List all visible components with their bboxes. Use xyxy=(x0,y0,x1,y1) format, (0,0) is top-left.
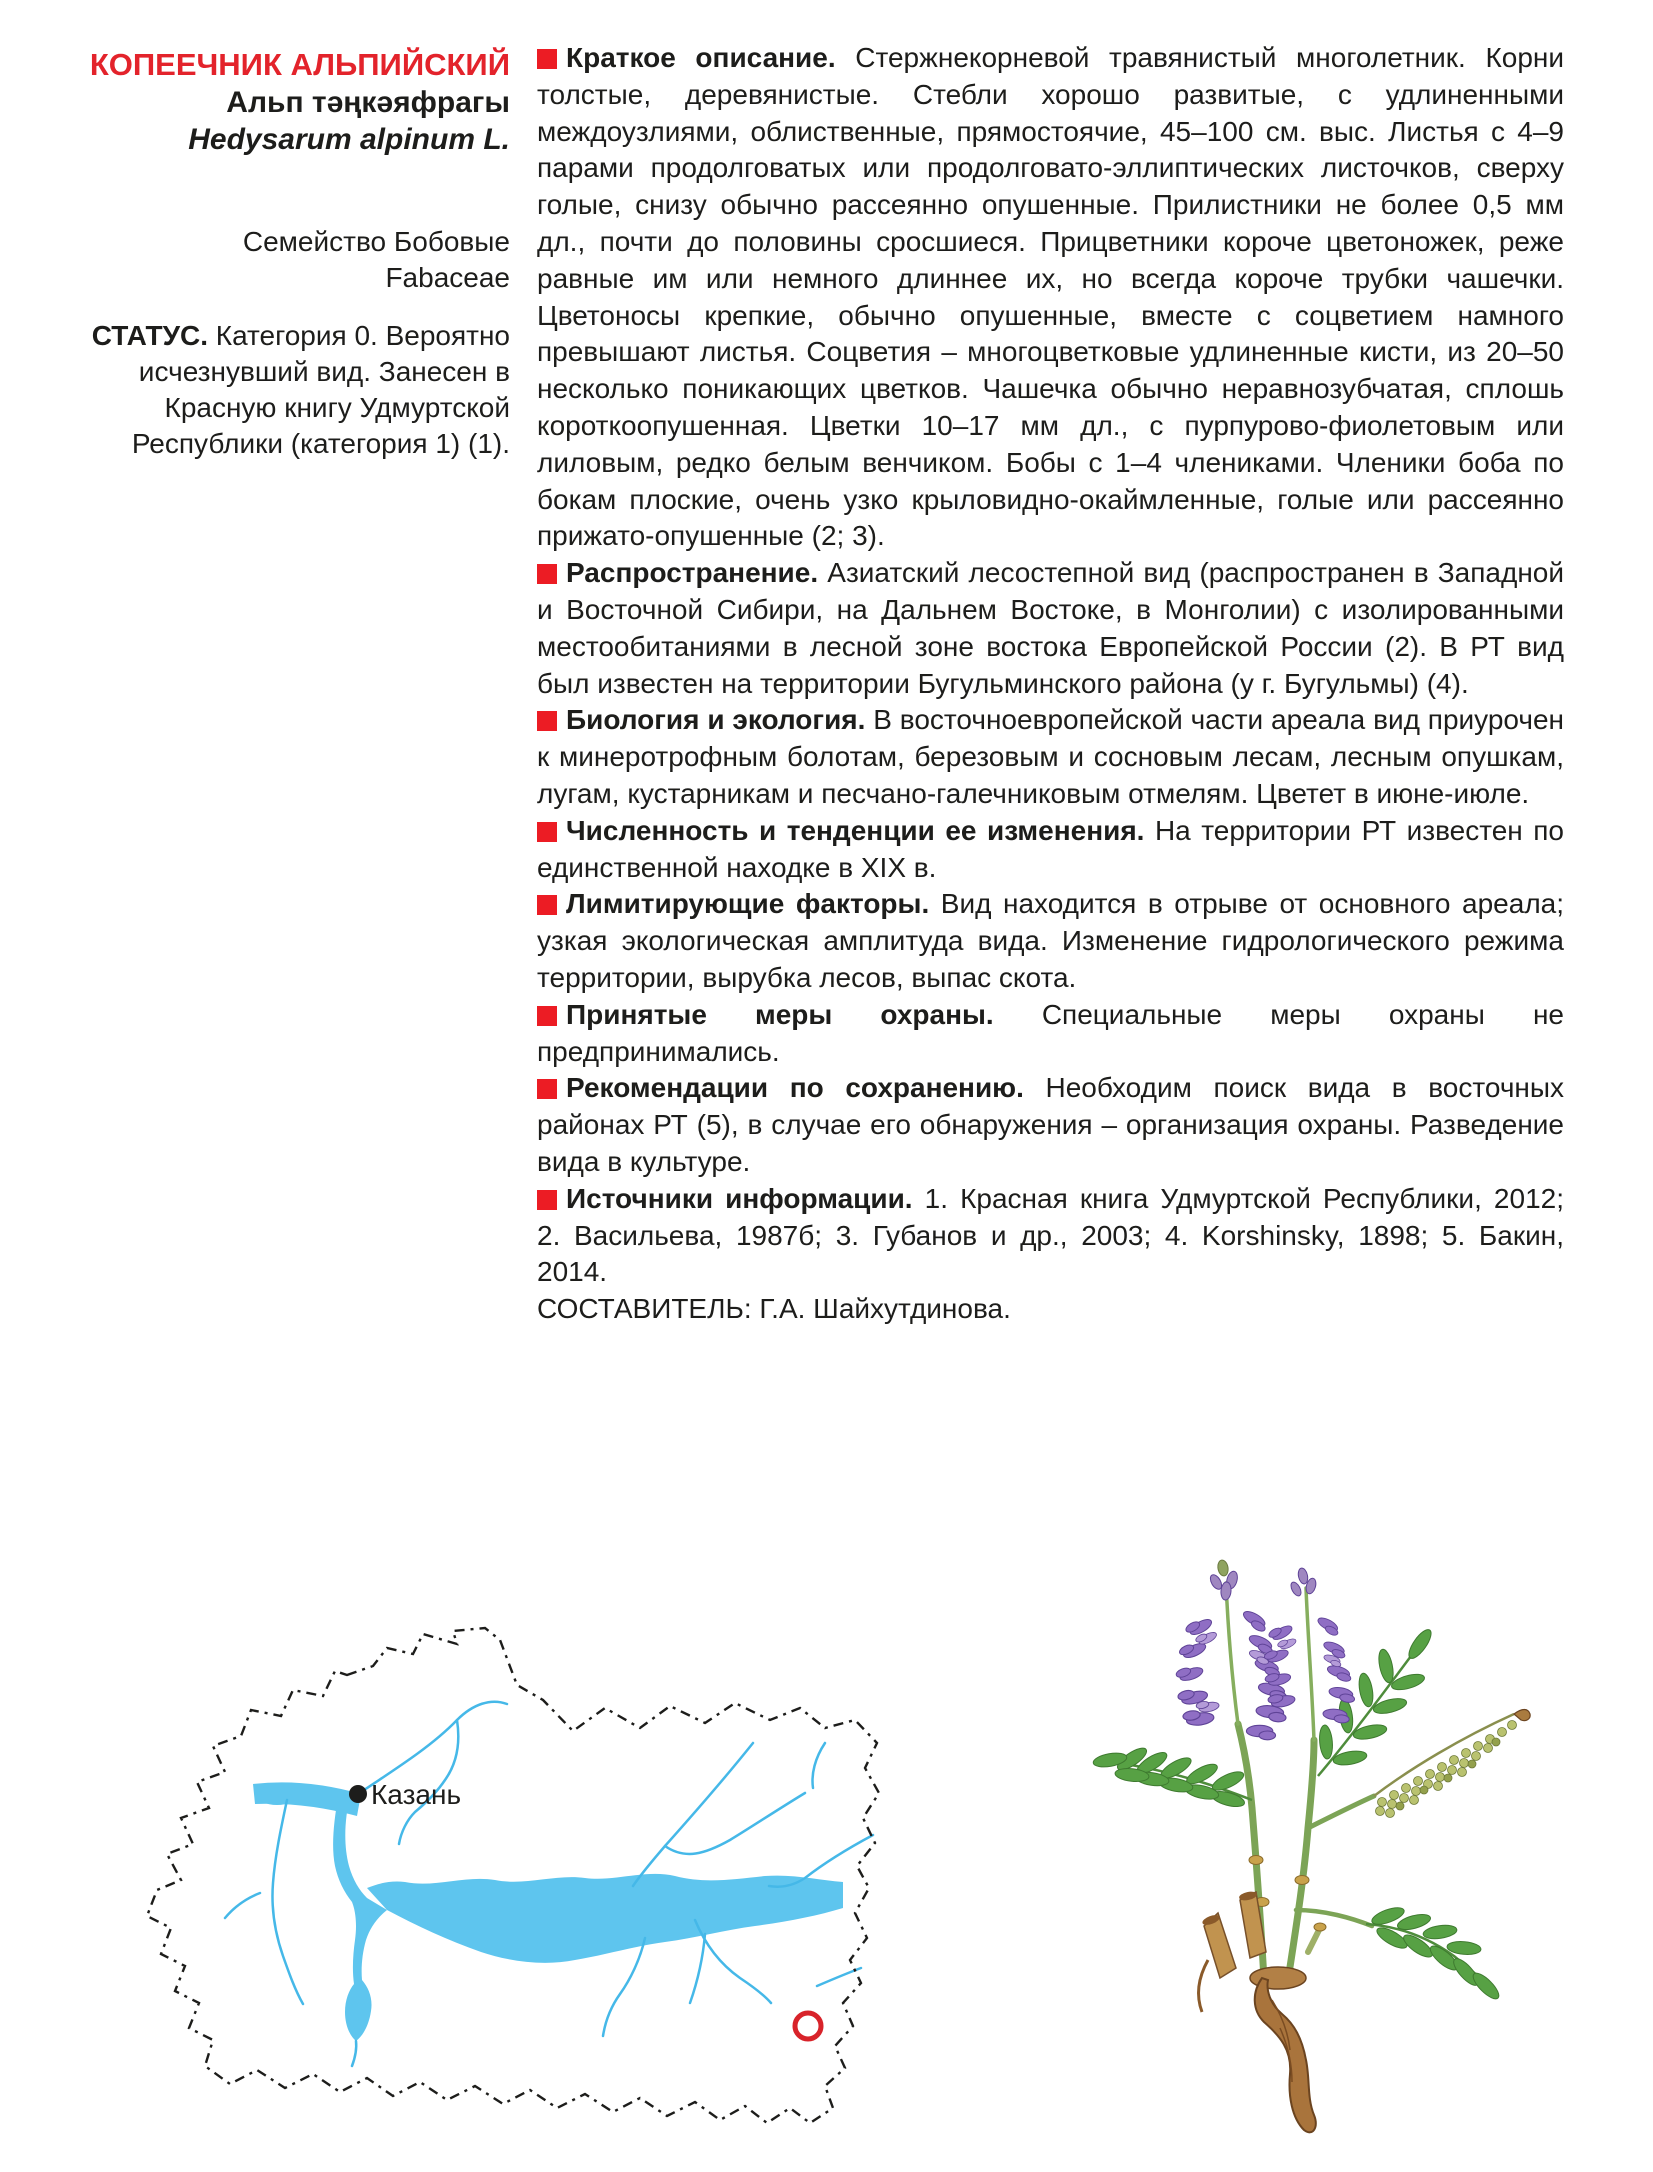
red-square-bullet-icon xyxy=(537,822,557,842)
status-label: СТАТУС. xyxy=(91,320,208,351)
section-biology-ecology xyxy=(537,702,1564,812)
family-russian: Семейство Бобовые xyxy=(242,226,510,257)
red-square-bullet-icon xyxy=(537,1006,557,1026)
family-latin: Fabaceae xyxy=(385,262,510,293)
section-text: Стержнекорневой травянистый многолетник. Корни толстые, деревянистые. Стебли хорошо развитые, с удлиненными междоузлиями, облиственные, прямостоячие, 45–100 см. выс. Листья с 4–9 парами продолговатых или продолговато-эллиптических листочков, сверху голые, снизу обычно рассеянно опушенные. Прилистники не более 0,5 мм дл., почти до половины сросшиеся. Прицветники короче цветоножек, реже равные им или немного длиннее их, но всегда короче трубки чашечки. Цветоносы крепкие, обычно опушенные, вместе с соцветием намного превышают листья. Соцветия – многоцветковые удлиненные кисти, из 20–50 несколько поникающих цветков. Чашечка обычно неравнозубчатая, сплошь короткоопушенная. Цветки 10–17 мм дл., с пурпурово-фиолетовым или лиловым, редко белым венчиком. Бобы с 1–4 члениками. Членики боба по бокам плоские, очень узко крыловидно-окаймленные, голые или рассеянно прижато-опушенные (2; 3). xyxy=(537,42,1564,552)
section-text: Азиатский лесостепной вид (распространен в Западной и Восточной Сибири, на Дальнем Востоке, в Монголии) с изолированными местообитаниями в лесной зоне востока Европейской России (2). В РТ вид был известен на территории Бугульминского района (у г. Бугульмы) (4). xyxy=(537,557,1565,699)
kazan-dot xyxy=(349,1785,367,1803)
tatarstan-map xyxy=(105,1588,890,2163)
compiler-line: СОСТАВИТЕЛЬ: Г.А. Шайхутдинова. xyxy=(537,1293,1011,1325)
leaf-lower-right xyxy=(1366,1904,1502,2002)
red-square-bullet-icon xyxy=(537,564,557,584)
section-title: Распространение. xyxy=(566,557,819,589)
status-text: Категория 0. Вероятно исчезнувший вид. Занесен в Красную книгу Удмуртской Республики (категория 1) (1). xyxy=(131,320,510,459)
section-population xyxy=(537,813,1564,887)
family-block xyxy=(63,224,510,296)
section-title: Рекомендации по сохранению. xyxy=(566,1072,1024,1104)
region-border xyxy=(147,1628,879,2123)
species-title-russian: КОПЕЕЧНИК АЛЬПИЙСКИЙ xyxy=(89,47,510,82)
section-sources xyxy=(537,1181,1564,1291)
kazan-marker xyxy=(349,1779,461,1810)
red-square-bullet-icon xyxy=(537,1190,557,1210)
section-protection-measures xyxy=(537,997,1564,1071)
plant-illustration xyxy=(1056,1528,1646,2170)
section-recommendations xyxy=(537,1070,1564,1180)
section-text: Вид находится в отрыве от основного ареала; узкая экологическая амплитуда вида. Изменение гидрологического режима территории, вырубка лесов, выпас скота. xyxy=(537,888,1565,993)
section-title: Биология и экология. xyxy=(566,704,866,736)
species-title-latin: Hedysarum alpinum L. xyxy=(188,123,510,156)
species-article xyxy=(537,40,1564,1328)
section-text: Специальные меры охраны не предпринимались. xyxy=(537,998,1564,1067)
leaf-upper-left xyxy=(1092,1744,1252,1809)
species-title-tatar: Альп тәңкәяфрагы xyxy=(226,86,510,119)
record-circle-marker xyxy=(795,2013,821,2039)
section-title: Лимитирующие факторы. xyxy=(566,888,930,920)
section-text: 1. Красная книга Удмуртской Республики, 2012; 2. Васильева, 1987б; 3. Губанов и др., 2003; 4. Korshinsky, 1898; 5. Бакин, 2014. xyxy=(537,1182,1564,1288)
section-distribution xyxy=(537,555,1564,702)
red-square-bullet-icon xyxy=(537,1079,557,1099)
section-limiting-factors xyxy=(537,886,1564,996)
section-text: Необходим поиск вида в восточных районах РТ (5), в случае его обнаружения – организация охраны. Разведение вида в культуре. xyxy=(537,1072,1565,1177)
section-title: Краткое описание. xyxy=(566,42,836,73)
range-map xyxy=(105,1588,890,2163)
reservoir-water xyxy=(253,1782,843,2041)
red-square-bullet-icon xyxy=(537,711,557,731)
fruit-raceme xyxy=(1374,1710,1530,1818)
section-title: Принятые меры охраны. xyxy=(566,998,994,1030)
red-square-bullet-icon xyxy=(537,895,557,915)
section-short-description xyxy=(537,40,1564,555)
species-heading-block xyxy=(63,46,510,490)
red-square-bullet-icon xyxy=(537,49,557,69)
section-text: На территории РТ известен по единственной находке в XIX в. xyxy=(537,814,1564,883)
kazan-label: Казань xyxy=(371,1779,462,1810)
hedysarum-drawing xyxy=(1056,1528,1646,2170)
section-title: Источники информации. xyxy=(566,1182,913,1214)
section-title: Численность и тенденции ее изменения. xyxy=(566,814,1145,846)
section-text: В восточноевропейской части ареала вид приурочен к минеротрофным болотам, березовым и сосновым лесам, лесным опушкам, лугам, кустарникам и песчано-галечниковым отмелям. Цветет в июне-июле. xyxy=(537,704,1564,809)
status-block xyxy=(63,318,510,462)
